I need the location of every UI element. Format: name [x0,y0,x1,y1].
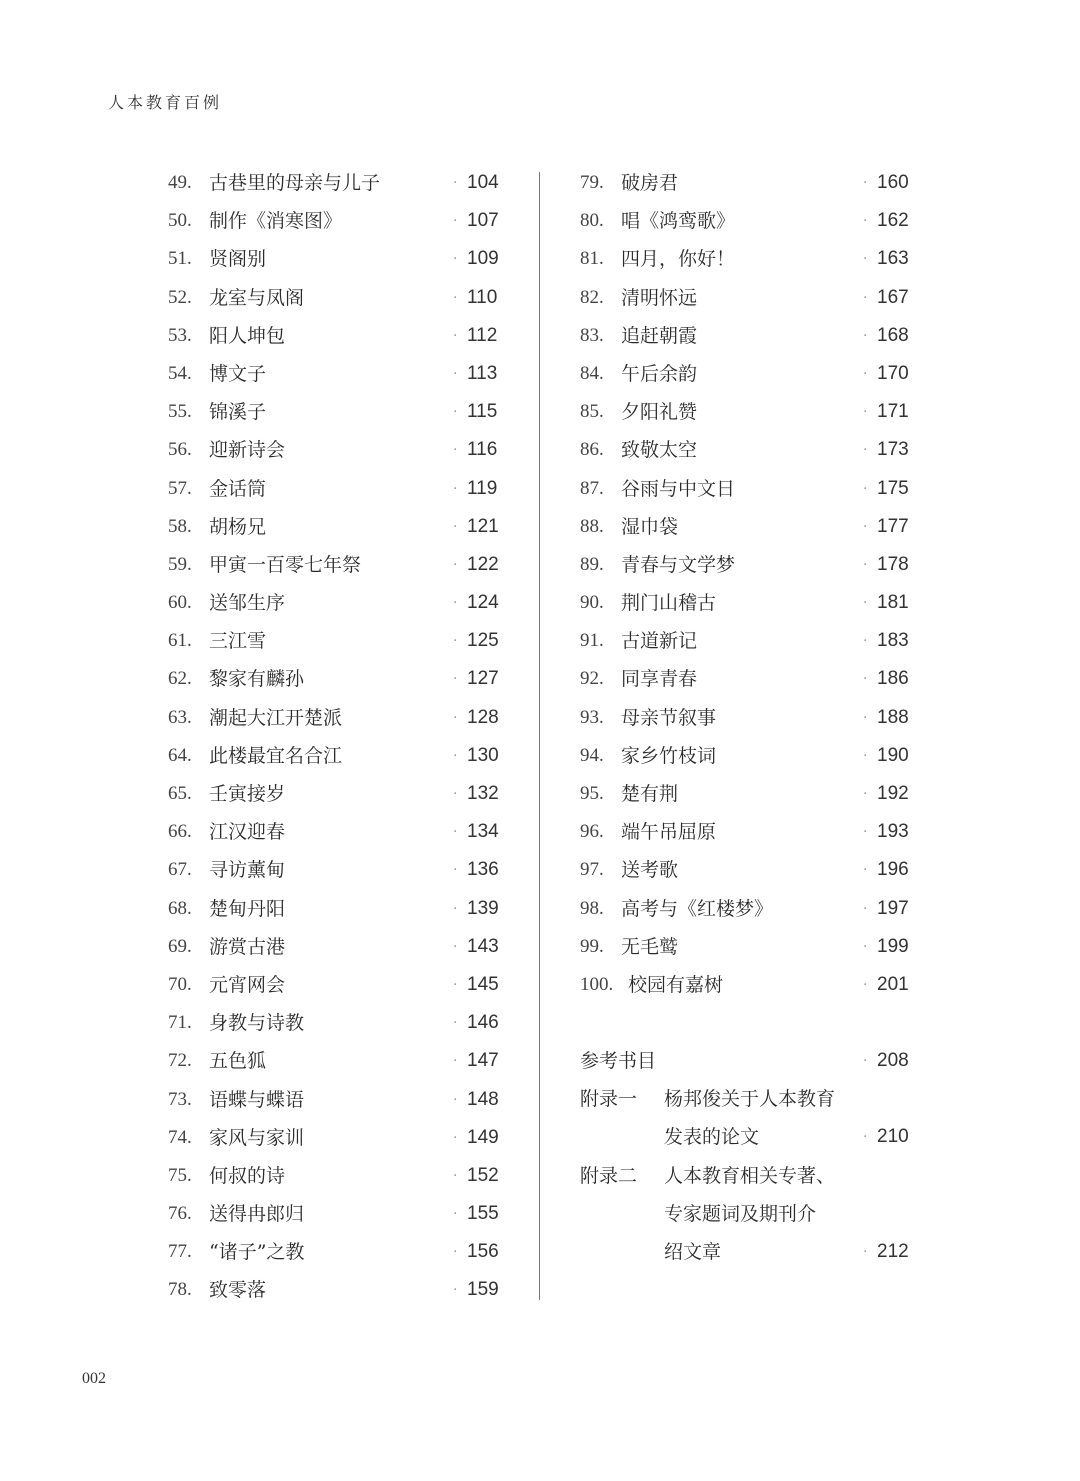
appendix-2-line-3[interactable] [580,1233,920,1271]
toc-entry[interactable] [580,928,920,966]
leader-dot: · [863,404,868,421]
leader-dot: · [453,633,458,650]
toc-entry[interactable] [580,737,920,775]
leader-dot: · [453,518,458,535]
entry-title: 潮起大江开楚派 [209,706,343,729]
entry-title: 送考歌 [621,859,679,882]
leader-dot: · [453,747,458,764]
references-entry[interactable] [580,1042,920,1080]
entry-title: 贤阁别 [209,248,267,271]
toc-entry[interactable] [580,508,920,546]
entry-title: 送邹生序 [209,592,286,615]
entry-number: 99. [580,935,604,957]
appendix-1-line-2[interactable] [580,1118,920,1156]
toc-entry[interactable] [168,317,508,355]
entry-title: 金话筒 [209,477,267,500]
leader-dot: · [863,1129,868,1146]
appendix-2-label: 附录二 [580,1164,638,1187]
toc-entry[interactable] [580,851,920,889]
toc-column-right [580,164,920,1004]
references-page: 208 [877,1050,909,1071]
toc-entry[interactable] [580,470,920,508]
toc-entry[interactable] [580,431,920,469]
leader-dot: · [863,327,868,344]
entry-title: 何叔的诗 [209,1164,286,1187]
page-number: 002 [82,1370,106,1387]
entry-page: 159 [467,1279,499,1301]
toc-entry[interactable] [580,775,920,813]
toc-entry[interactable] [580,890,920,928]
leader-dot: · [863,1243,868,1260]
toc-entry[interactable] [580,584,920,622]
entry-page: 127 [467,668,499,690]
entry-number: 56. [168,439,192,461]
entry-number: 83. [580,324,604,346]
leader-dot: · [453,404,458,421]
entry-title: 端午吊屈原 [621,821,717,844]
entry-title: 寻访薰甸 [209,859,286,882]
appendix-2-line-1[interactable] [580,1157,920,1195]
toc-entry[interactable] [168,1042,508,1080]
entry-title: 清明怀远 [621,286,698,309]
appendix-2-title-line-2: 专家题词及期刊介 [664,1202,817,1225]
entry-number: 62. [168,668,192,690]
toc-entry[interactable] [168,1271,508,1309]
entry-page: 177 [877,515,909,537]
entry-page: 163 [877,248,909,270]
entry-page: 147 [467,1050,499,1072]
entry-number: 86. [580,439,604,461]
appendix-2-line-2[interactable] [580,1195,920,1233]
entry-page: 199 [877,935,909,957]
entry-page: 193 [877,821,909,843]
leader-dot: · [453,595,458,612]
entry-page: 132 [467,783,499,804]
leader-dot: · [863,976,868,993]
leader-dot: · [863,289,868,306]
leader-dot: · [453,1244,458,1261]
toc-entry[interactable] [580,966,920,1004]
toc-entry[interactable] [168,1195,508,1233]
appendix-2-title-line-1: 人本教育相关专著、 [664,1164,836,1187]
entry-page: 136 [467,859,499,881]
entry-page: 115 [467,401,498,423]
entry-number: 68. [168,897,192,919]
toc-entry[interactable] [580,622,920,660]
entry-number: 82. [580,286,604,308]
running-head: 人本教育百例 [108,93,223,112]
leader-dot: · [453,862,458,879]
toc-entry[interactable] [168,1119,508,1157]
entry-title: 高考与《红楼梦》 [621,897,774,920]
leader-dot: · [863,633,868,650]
entry-title: 荆门山稽古 [621,592,717,615]
toc-entry[interactable] [168,1157,508,1195]
entry-page: 130 [467,744,499,766]
entry-number: 58. [168,515,192,537]
entry-title: 身教与诗教 [209,1012,305,1035]
entry-number: 63. [168,706,192,728]
entry-title: 四月，你好！ [621,248,736,271]
entry-page: 145 [467,973,499,995]
leader-dot: · [453,1015,458,1032]
entry-title: 致敬太空 [621,439,698,462]
entry-page: 124 [467,592,499,614]
entry-title: 古道新记 [621,630,698,653]
entry-number: 89. [580,553,604,575]
entry-page: 139 [467,897,499,919]
toc-entry[interactable] [168,622,508,660]
entry-title: 语蝶与蝶语 [209,1088,305,1111]
entry-number: 73. [168,1088,192,1110]
toc-entry[interactable] [168,584,508,622]
entry-number: 93. [580,706,604,728]
entry-number: 78. [168,1279,192,1301]
toc-entry[interactable] [168,928,508,966]
leader-dot: · [453,251,458,268]
entry-number: 57. [168,477,192,499]
toc-entry[interactable] [168,508,508,546]
leader-dot: · [863,1053,868,1069]
column-divider [539,172,540,1300]
leader-dot: · [863,709,868,726]
entry-number: 52. [168,286,192,308]
entry-title: 家风与家训 [209,1126,305,1149]
leader-dot: · [863,671,868,688]
entry-page: 116 [467,439,498,461]
entry-title: 古巷里的母亲与儿子 [209,172,381,194]
leader-dot: · [453,976,458,993]
entry-number: 51. [168,248,192,270]
entry-title: 青春与文学梦 [621,553,736,576]
entry-number: 50. [168,210,192,232]
entry-title: 家乡竹枝词 [621,744,717,767]
entry-page: 188 [877,706,909,728]
leader-dot: · [863,824,868,841]
entry-number: 81. [580,248,604,270]
entry-title: 唱《鸿鸾歌》 [621,210,736,233]
entry-number: 80. [580,210,604,232]
entry-number: 74. [168,1126,192,1148]
entry-title: 破房君 [621,172,679,194]
entry-title: 壬寅接岁 [209,783,286,805]
appendix-2-page: 212 [877,1240,909,1262]
entry-title: 校园有嘉树 [628,973,724,996]
entry-number: 87. [580,477,604,499]
leader-dot: · [863,442,868,459]
entry-title: 锦溪子 [209,401,267,424]
entry-page: 109 [467,248,499,270]
entry-page: 170 [877,362,909,384]
entry-page: 128 [467,706,499,728]
toc-entry[interactable] [580,699,920,737]
entry-title: “诸子”之教 [209,1241,305,1264]
leader-dot: · [453,213,458,230]
entry-title: 楚有荆 [621,783,679,805]
entry-number: 60. [168,592,192,614]
entry-number: 94. [580,744,604,766]
entry-title: 致零落 [209,1279,267,1302]
entry-title: 甲寅一百零七年祭 [209,553,362,576]
entry-page: 143 [467,935,499,957]
entry-number: 95. [580,783,604,804]
entry-number: 66. [168,821,192,843]
entry-page: 146 [467,1012,499,1034]
entry-number: 65. [168,783,192,804]
entry-page: 104 [467,172,499,193]
entry-page: 190 [877,744,909,766]
entry-number: 71. [168,1012,192,1034]
entry-page: 173 [877,439,909,461]
entry-number: 97. [580,859,604,881]
entry-page: 112 [467,324,498,346]
toc-entry[interactable] [168,851,508,889]
toc-entry[interactable] [168,1004,508,1042]
toc-entry[interactable] [168,355,508,393]
toc-entry[interactable] [580,813,920,851]
entry-title: 迎新诗会 [209,439,286,462]
entry-title: 龙室与凤阁 [209,286,305,309]
leader-dot: · [453,556,458,573]
toc-entry[interactable] [168,240,508,278]
entry-page: 201 [877,973,909,995]
toc-entry[interactable] [168,1081,508,1119]
appendix-1-title-line-1: 杨邦俊关于人本教育 [664,1088,836,1111]
entry-page: 125 [467,630,499,652]
toc-entry[interactable] [168,813,508,851]
back-matter [580,1042,920,1271]
entry-number: 77. [168,1241,192,1263]
leader-dot: · [453,289,458,306]
leader-dot: · [453,824,458,841]
leader-dot: · [863,900,868,917]
entry-number: 85. [580,401,604,423]
leader-dot: · [453,1167,458,1184]
leader-dot: · [863,518,868,535]
toc-entry[interactable] [168,393,508,431]
leader-dot: · [453,365,458,382]
toc-entry[interactable] [168,546,508,584]
appendix-1-label: 附录一 [580,1088,638,1111]
entry-title: 元宵网会 [209,973,286,996]
entry-page: 181 [877,592,909,614]
entry-page: 192 [877,783,909,804]
entry-number: 90. [580,592,604,614]
entry-title: 游赏古港 [209,935,286,958]
leader-dot: · [453,1053,458,1070]
toc-entry[interactable] [580,164,920,202]
leader-dot: · [453,1129,458,1146]
leader-dot: · [453,480,458,497]
toc-entry[interactable] [168,966,508,1004]
toc-column-left [168,164,508,1310]
entry-title: 楚甸丹阳 [209,897,286,920]
entry-page: 186 [877,668,909,690]
entry-title: 制作《消寒图》 [209,210,343,233]
toc-entry[interactable] [168,431,508,469]
entry-page: 113 [467,362,498,384]
entry-page: 134 [467,821,499,843]
appendix-2-title-line-3: 绍文章 [664,1240,722,1263]
entry-title: 湿巾袋 [621,515,679,538]
entry-title: 夕阳礼赞 [621,401,698,424]
entry-page: 162 [877,210,909,232]
appendix-1-title-line-2: 发表的论文 [664,1126,760,1149]
entry-page: 168 [877,324,909,346]
leader-dot: · [453,671,458,688]
toc-entry[interactable] [580,355,920,393]
entry-page: 197 [877,897,909,919]
toc-entry[interactable] [580,660,920,698]
entry-title: 送得冉郎归 [209,1203,305,1226]
entry-number: 79. [580,172,604,193]
entry-number: 76. [168,1203,192,1225]
toc-entry[interactable] [168,279,508,317]
leader-dot: · [863,175,868,191]
leader-dot: · [863,862,868,879]
entry-number: 75. [168,1164,192,1186]
entry-page: 178 [877,553,909,575]
entry-page: 121 [467,515,499,537]
leader-dot: · [453,442,458,459]
toc-entry[interactable] [580,317,920,355]
entry-page: 160 [877,172,909,193]
entry-page: 156 [467,1241,499,1263]
leader-dot: · [453,327,458,344]
entry-number: 84. [580,362,604,384]
entry-number: 64. [168,744,192,766]
entry-page: 196 [877,859,909,881]
entry-number: 49. [168,172,192,193]
entry-page: 183 [877,630,909,652]
toc-entry[interactable] [168,660,508,698]
entry-title: 母亲节叙事 [621,706,717,729]
entry-title: 此楼最宜名合江 [209,744,343,767]
leader-dot: · [453,709,458,726]
entry-number: 92. [580,668,604,690]
entry-title: 江汉迎春 [209,821,286,844]
entry-number: 67. [168,859,192,881]
entry-number: 54. [168,362,192,384]
leader-dot: · [453,1206,458,1223]
entry-title: 三江雪 [209,630,267,653]
leader-dot: · [863,747,868,764]
entry-number: 72. [168,1050,192,1072]
entry-title: 无毛鹫 [621,935,679,958]
entry-number: 91. [580,630,604,652]
entry-number: 55. [168,401,192,423]
leader-dot: · [863,595,868,612]
toc-entry[interactable] [168,890,508,928]
entry-title: 黎家有麟孙 [209,668,305,691]
toc-entry[interactable] [168,775,508,813]
toc-entry[interactable] [168,202,508,240]
entry-page: 122 [467,553,499,575]
toc-entry[interactable] [168,164,508,202]
toc-entry[interactable] [580,546,920,584]
entry-title: 博文子 [209,362,267,385]
entry-page: 107 [467,210,499,232]
references-label: 参考书目 [580,1050,657,1072]
leader-dot: · [863,213,868,230]
entry-page: 155 [467,1203,499,1225]
leader-dot: · [863,786,868,802]
entry-page: 148 [467,1088,499,1110]
entry-title: 阳人坤包 [209,324,286,347]
entry-title: 追赶朝霞 [621,324,698,347]
appendix-1-page: 210 [877,1126,909,1148]
leader-dot: · [863,480,868,497]
entry-number: 88. [580,515,604,537]
leader-dot: · [453,1091,458,1108]
toc-entry[interactable] [168,699,508,737]
toc-entry[interactable] [580,279,920,317]
entry-title: 胡杨兄 [209,515,267,538]
entry-title: 同享青春 [621,668,698,691]
toc-entry[interactable] [168,737,508,775]
leader-dot: · [453,900,458,917]
entry-page: 167 [877,286,909,308]
entry-number: 53. [168,324,192,346]
leader-dot: · [453,938,458,955]
entry-page: 119 [467,477,498,499]
leader-dot: · [863,938,868,955]
entry-number: 70. [168,973,192,995]
entry-number: 59. [168,553,192,575]
toc-entry[interactable] [580,393,920,431]
appendix-1-line-1[interactable] [580,1080,920,1118]
entry-page: 175 [877,477,909,499]
leader-dot: · [453,1282,458,1299]
leader-dot: · [863,556,868,573]
entry-page: 110 [467,286,498,308]
toc-entry[interactable] [168,1233,508,1271]
entry-number: 69. [168,935,192,957]
entry-number: 61. [168,630,192,652]
leader-dot: · [863,251,868,268]
toc-entry[interactable] [580,240,920,278]
entry-number: 100. [580,973,614,995]
toc-entry[interactable] [580,202,920,240]
entry-title: 午后余韵 [621,362,698,385]
entry-title: 谷雨与中文日 [621,477,736,500]
entry-number: 96. [580,821,604,843]
entry-page: 171 [877,401,909,423]
leader-dot: · [453,175,458,191]
entry-title: 五色狐 [209,1050,267,1073]
entry-page: 152 [467,1164,499,1186]
toc-entry[interactable] [168,470,508,508]
entry-page: 149 [467,1126,499,1148]
leader-dot: · [863,365,868,382]
entry-number: 98. [580,897,604,919]
leader-dot: · [453,786,458,802]
